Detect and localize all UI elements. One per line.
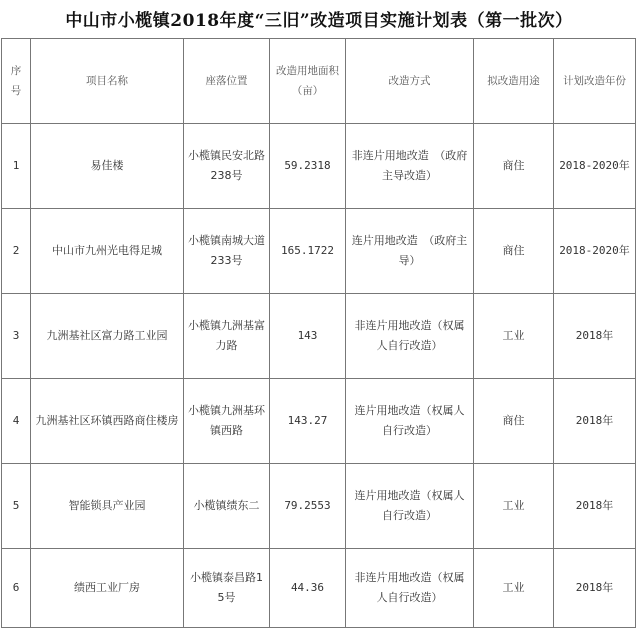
cell-area: 165.1722 (270, 209, 346, 294)
cell-no: 5 (2, 464, 31, 549)
cell-name: 中山市九州光电得足城 (31, 209, 184, 294)
cell-no: 3 (2, 294, 31, 379)
cell-no: 6 (2, 549, 31, 628)
cell-area: 44.36 (270, 549, 346, 628)
cell-area: 59.2318 (270, 124, 346, 209)
cell-use: 工业 (474, 464, 554, 549)
table-row (2, 124, 636, 209)
cell-method: 非连片用地改造（权属人自行改造） (346, 549, 474, 628)
header-location: 座落位置 (184, 39, 270, 124)
header-no: 序号 (2, 39, 31, 124)
cell-location: 小榄镇九洲基环镇西路 (184, 379, 270, 464)
page-title: 中山市小榄镇2018年度“三旧”改造项目实施计划表（第一批次） (65, 11, 573, 31)
cell-area: 143 (270, 294, 346, 379)
cell-area: 143.27 (270, 379, 346, 464)
cell-use: 商住 (474, 379, 554, 464)
header-year: 计划改造年份 (554, 39, 636, 124)
cell-no: 1 (2, 124, 31, 209)
cell-method: 连片用地改造（权属人自行改造） (346, 379, 474, 464)
cell-year: 2018年 (554, 549, 636, 628)
header-name: 项目名称 (31, 39, 184, 124)
table-row (2, 549, 636, 628)
cell-method: 连片用地改造（权属人自行改造） (346, 464, 474, 549)
cell-method: 非连片用地改造 （政府主导改造） (346, 124, 474, 209)
cell-name: 绩西工业厂房 (31, 549, 184, 628)
cell-year: 2018年 (554, 379, 636, 464)
cell-method: 连片用地改造 （政府主导） (346, 209, 474, 294)
cell-use: 商住 (474, 209, 554, 294)
cell-year: 2018-2020年 (554, 124, 636, 209)
cell-no: 4 (2, 379, 31, 464)
cell-location: 小榄镇九洲基富力路 (184, 294, 270, 379)
cell-location: 小榄镇民安北路238号 (184, 124, 270, 209)
header-method: 改造方式 (346, 39, 474, 124)
cell-name: 九洲基社区富力路工业园 (31, 294, 184, 379)
cell-name: 九洲基社区环镇西路商住楼房 (31, 379, 184, 464)
table-row (2, 294, 636, 379)
cell-use: 工业 (474, 549, 554, 628)
cell-name: 智能锁具产业园 (31, 464, 184, 549)
table-row (2, 379, 636, 464)
cell-use: 商住 (474, 124, 554, 209)
cell-method: 非连片用地改造（权属人自行改造） (346, 294, 474, 379)
table-row (2, 209, 636, 294)
cell-name: 易佳楼 (31, 124, 184, 209)
project-plan-table (1, 38, 636, 628)
cell-year: 2018年 (554, 464, 636, 549)
cell-use: 工业 (474, 294, 554, 379)
cell-year: 2018年 (554, 294, 636, 379)
header-use: 拟改造用途 (474, 39, 554, 124)
cell-area: 79.2553 (270, 464, 346, 549)
cell-no: 2 (2, 209, 31, 294)
cell-location: 小榄镇南城大道233号 (184, 209, 270, 294)
cell-year: 2018-2020年 (554, 209, 636, 294)
header-row (2, 39, 636, 124)
cell-location: 小榄镇泰昌路15号 (184, 549, 270, 628)
table-row (2, 464, 636, 549)
cell-location: 小榄镇绩东二 (184, 464, 270, 549)
header-area: 改造用地面积（亩） (270, 39, 346, 124)
